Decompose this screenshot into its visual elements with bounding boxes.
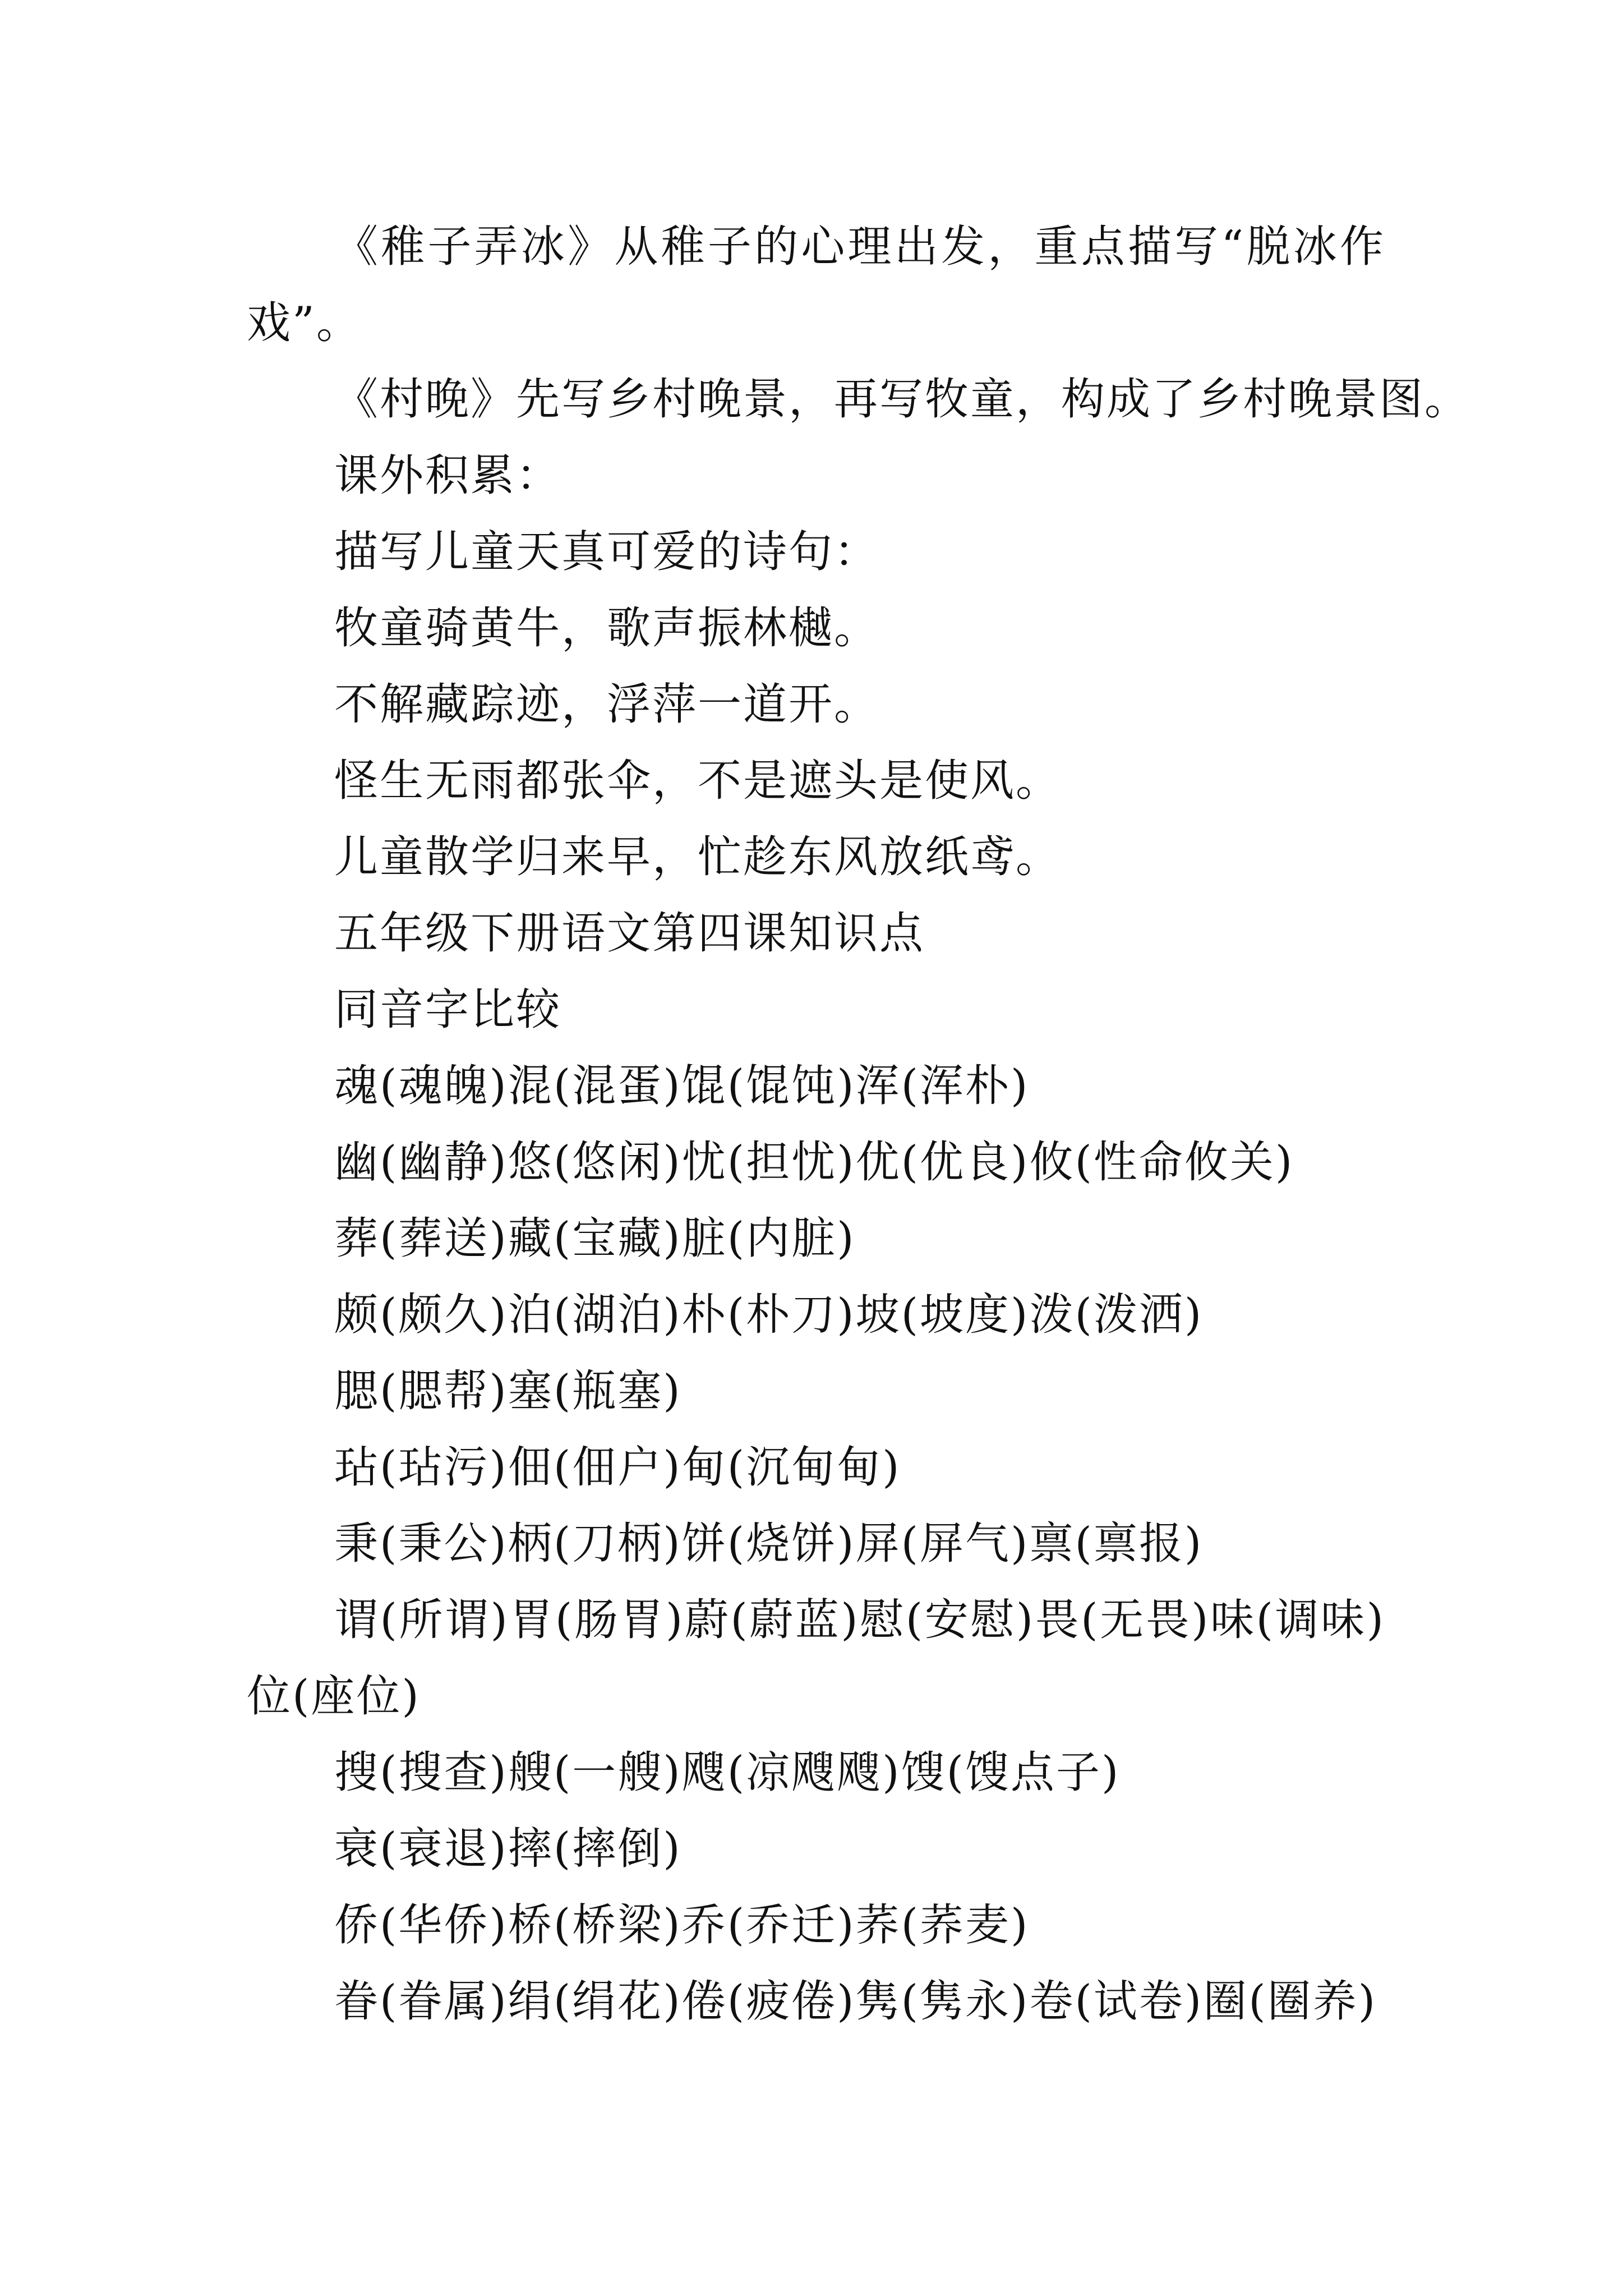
poem-line: 牧童骑黄牛，歌声振林樾。 xyxy=(334,603,880,654)
paragraph-zhizi-nongbing: 《稚子弄冰》从稚子的心理出发，重点描写“脱冰作戏”。 xyxy=(247,222,1385,348)
homophone-group: 腮(腮帮)塞(瓶塞) xyxy=(334,1366,682,1416)
homophone-group: 颇(颇久)泊(湖泊)朴(朴刀)坡(坡度)泼(泼洒) xyxy=(334,1290,1204,1340)
homophone-group: 幽(幽静)悠(悠闲)忧(担忧)优(优良)攸(性命攸关) xyxy=(334,1137,1294,1188)
heading-poems-children: 描写儿童天真可爱的诗句： xyxy=(334,527,880,577)
poem-line: 不解藏踪迹，浮萍一道开。 xyxy=(334,679,880,730)
poem-line: 儿童散学归来早，忙趁东风放纸鸢。 xyxy=(334,832,1062,882)
homophone-group: 眷(眷属)绢(绢花)倦(疲倦)隽(隽永)卷(试卷)圈(圈养) xyxy=(334,1976,1377,2027)
homophone-group: 葬(葬送)藏(宝藏)脏(内脏) xyxy=(334,1213,856,1264)
heading-homophones: 同音字比较 xyxy=(334,984,562,1035)
homophone-group: 秉(秉公)柄(刀柄)饼(烧饼)屏(屏气)禀(禀报) xyxy=(334,1519,1204,1569)
homophone-group: 玷(玷污)佃(佃户)甸(沉甸甸) xyxy=(334,1442,901,1493)
paragraph-cunwan: 《村晚》先写乡村晚景，再写牧童，构成了乡村晚景图。 xyxy=(334,374,1470,425)
homophone-group: 衰(衰退)摔(摔倒) xyxy=(334,1824,682,1874)
homophone-group: 搜(搜查)艘(一艘)飕(凉飕飕)馊(馊点子) xyxy=(334,1747,1121,1798)
heading-extracurricular: 课外积累： xyxy=(334,450,562,501)
poem-line: 怪生无雨都张伞，不是遮头是使风。 xyxy=(334,756,1062,806)
section-title-lesson-four: 五年级下册语文第四课知识点 xyxy=(334,908,925,959)
document-body xyxy=(247,209,1470,2040)
homophone-group: 魂(魂魄)混(混蛋)馄(馄饨)浑(浑朴) xyxy=(334,1061,1030,1111)
homophone-group: 谓(所谓)胃(肠胃)蔚(蔚蓝)慰(安慰)畏(无畏)味(调味)位(座位) xyxy=(247,1595,1385,1722)
homophone-group: 侨(华侨)桥(桥梁)乔(乔迁)荞(荞麦) xyxy=(334,1900,1030,1950)
